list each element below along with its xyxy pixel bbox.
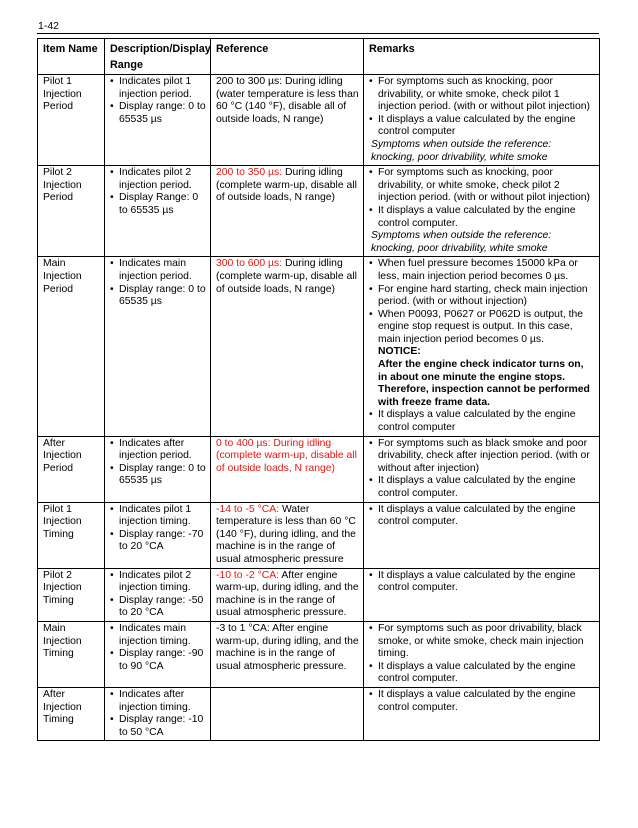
description-item: • Indicates main injection timing. [110,623,206,648]
reference-text: During idling (complete warm-up, disable all of outside loads, N range) [216,258,357,295]
reference-cell [211,568,364,621]
remark-item: • For symptoms such as black smoke and poor drivability, check after injection period. (with or without after injection) [369,438,595,476]
reference-cell [211,257,364,436]
remark-item: • It displays a value calculated by the engine control computer [369,114,595,139]
description-item: • Display range: -90 to 90 °CA [110,648,206,673]
description-cell [105,166,211,257]
reference-text: Water temperature is less than 60 °C (140 °F), during idling, and the machine is in the range of usual atmospheric pressure [216,503,356,565]
table-row [38,75,600,166]
description-item: • Display range: 0 to 65535 µs [110,101,206,126]
description-item: • Indicates main injection period. [110,258,206,283]
description-cell [105,687,211,740]
remark-item: • It displays a value calculated by the engine control computer. [369,661,595,686]
description-item: • Indicates after injection period. [110,438,206,463]
reference-range-highlight: 300 to 600 µs: [216,258,283,270]
notice-text: After the engine check indicator turns on, in about one minute the engine stops. Therefore, inspection cannot be performed with freeze frame data. [378,359,590,408]
description-item: • Display range: -10 to 50 °CA [110,714,206,739]
table-row [38,568,600,621]
remark-item: • It displays a value calculated by the engine control computer. [369,205,595,230]
item-name-cell: Pilot 1 Injection Timing [38,502,105,568]
reference-range-highlight: 0 to 400 µs: During idling (complete warm-up, disable all of outside loads, N range) [216,437,357,474]
remark-item: • It displays a value calculated by the engine control computer. [369,689,595,714]
item-name-cell: Pilot 2 Injection Period [38,166,105,257]
description-item: • Display range: 0 to 65535 µs [110,463,206,488]
reference-cell [211,687,364,740]
remark-item: • For engine hard starting, check main injection period. (with or without injection) [369,284,595,309]
remark-item: • It displays a value calculated by the engine control computer. [369,475,595,500]
reference-cell [211,621,364,687]
table-row [38,257,600,436]
table-row [38,687,600,740]
table-row [38,502,600,568]
remark-item: • For symptoms such as knocking, poor drivability, or white smoke, check pilot 2 injection period. (with or without pilot injection) [369,167,595,205]
remark-item: • When fuel pressure becomes 15000 kPa or less, main injection period becomes 0 µs. [369,258,595,283]
header-row [38,39,600,75]
item-name-cell: Main Injection Period [38,257,105,436]
remark-item: • When P0093, P0627 or P062D is output, the engine stop request is output. In this case, main injection period becomes 0 µs. [369,309,595,347]
data-table [37,38,600,741]
page-number: 1-42 [38,20,60,32]
reference-range-highlight: -10 to -2 °CA: [216,569,280,581]
remark-symptoms-note: Symptoms when outside the reference: knocking, poor drivability, white smoke [371,230,552,254]
header-remarks: Remarks [364,39,600,75]
description-cell [105,75,211,166]
item-name-cell: After Injection Period [38,436,105,502]
description-cell [105,502,211,568]
description-item: • Display range: -70 to 20 °CA [110,529,206,554]
reference-text: -3 to 1 °CA: After engine warm-up, during idling, and the machine is in the range of usual atmospheric pressure. [216,622,359,672]
description-item: • Display Range: 0 to 65535 µs [110,192,206,217]
description-item: • Indicates after injection timing. [110,689,206,714]
item-name-cell: After Injection Timing [38,687,105,740]
table-row [38,621,600,687]
reference-text: 200 to 300 µs: During idling (water temperature is less than 60 °C (140 °F), disable all of outside loads, N range) [216,76,359,125]
reference-text: During idling (complete warm-up, disable all of outside loads, N range) [216,167,357,204]
reference-cell [211,436,364,502]
item-name-cell: Main Injection Timing [38,621,105,687]
header-description: Description/Display Range [105,39,211,75]
reference-range-highlight: 200 to 350 µs: [216,167,283,179]
description-cell [105,436,211,502]
header-rule [37,33,599,34]
remark-item: • For symptoms such as knocking, poor drivability, or white smoke, check pilot 1 injection period. (with or without pilot injection) [369,76,595,114]
remarks-cell [364,687,600,740]
table-row [38,436,600,502]
header-item-name: Item Name [38,39,105,75]
remark-item: • It displays a value calculated by the engine control computer [369,409,595,434]
remark-item: • It displays a value calculated by the engine control computer. [369,504,595,529]
remarks-cell [364,502,600,568]
remark-symptoms-note: Symptoms when outside the reference: knocking, poor drivability, white smoke [371,138,552,163]
item-name-cell: Pilot 2 Injection Timing [38,568,105,621]
description-item: • Indicates pilot 1 injection timing. [110,504,206,529]
description-cell [105,621,211,687]
description-item: • Indicates pilot 2 injection period. [110,167,206,192]
remark-item: • For symptoms such as poor drivability, black smoke, or white smoke, check main injection timing. [369,623,595,661]
remarks-cell [364,166,600,257]
notice-title: NOTICE: [378,346,421,358]
description-item: • Indicates pilot 1 injection period. [110,76,206,101]
reference-range-highlight: -14 to -5 °CA: [216,503,280,515]
reference-cell [211,502,364,568]
remarks-cell [364,621,600,687]
description-item: • Indicates pilot 2 injection timing. [110,570,206,595]
remarks-cell [364,436,600,502]
reference-cell [211,166,364,257]
remarks-cell [364,568,600,621]
header-reference: Reference [211,39,364,75]
item-name-cell: Pilot 1 Injection Period [38,75,105,166]
description-item: • Display range: -50 to 20 °CA [110,595,206,620]
table-row [38,166,600,257]
remark-item: • It displays a value calculated by the engine control computer. [369,570,595,595]
description-cell [105,257,211,436]
reference-cell [211,75,364,166]
reference-text: After engine warm-up, during idling, and the machine is in the range of usual atmospheric pressure. [216,569,359,619]
description-cell [105,568,211,621]
remarks-cell [364,75,600,166]
description-item: • Display range: 0 to 65535 µs [110,284,206,309]
remarks-cell [364,257,600,436]
